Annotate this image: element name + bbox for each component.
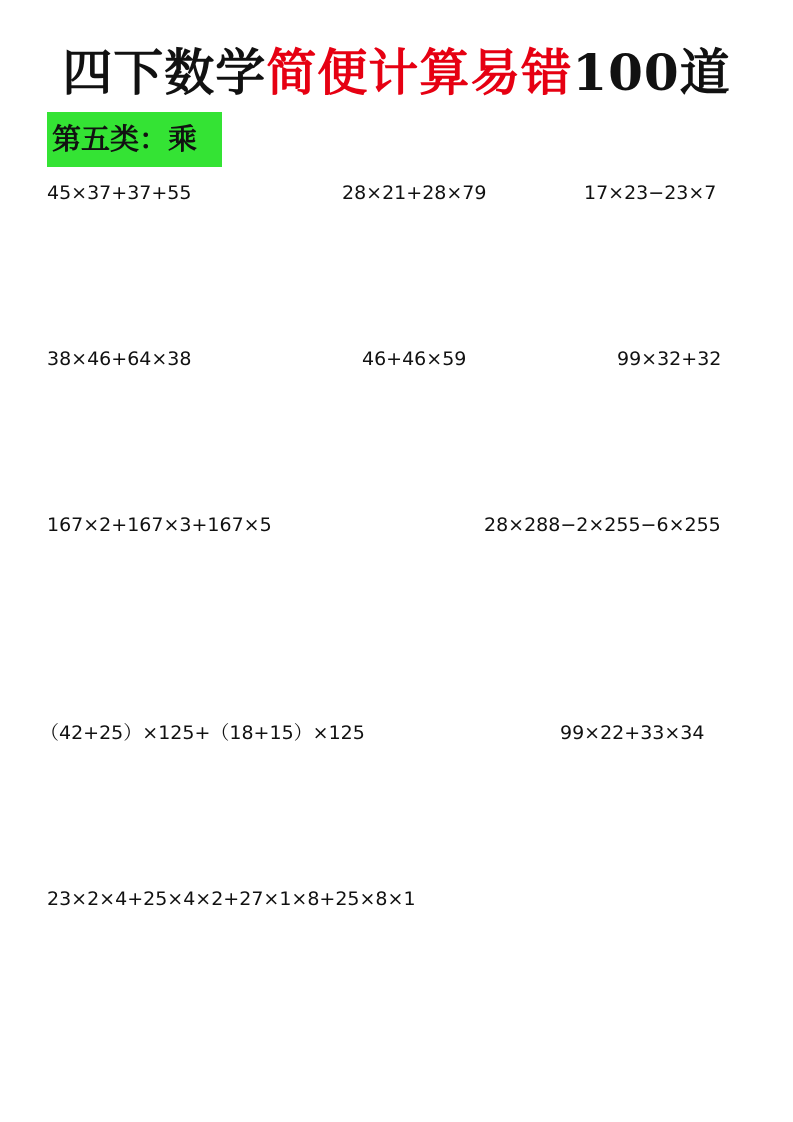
problem-9: （42+25）×125+（18+15）×125 <box>40 722 365 744</box>
problem-1: 45×37+37+55 <box>47 182 192 204</box>
title-part-count: 100道 <box>572 43 731 102</box>
title-part-grade: 四下数学 <box>62 43 267 102</box>
section-label: 第五类：乘 <box>47 112 222 167</box>
problem-8: 28×288−2×255−6×255 <box>484 514 721 536</box>
problem-3: 17×23−23×7 <box>584 182 717 204</box>
problem-4: 38×46+64×38 <box>47 348 192 370</box>
problem-6: 99×32+32 <box>617 348 722 370</box>
problem-2: 28×21+28×79 <box>342 182 487 204</box>
page-title <box>0 38 793 108</box>
title-part-topic: 简便计算易错 <box>266 43 573 102</box>
problem-5: 46+46×59 <box>362 348 467 370</box>
problem-11: 23×2×4+25×4×2+27×1×8+25×8×1 <box>47 888 416 910</box>
problem-7: 167×2+167×3+167×5 <box>47 514 272 536</box>
problem-10: 99×22+33×34 <box>560 722 705 744</box>
